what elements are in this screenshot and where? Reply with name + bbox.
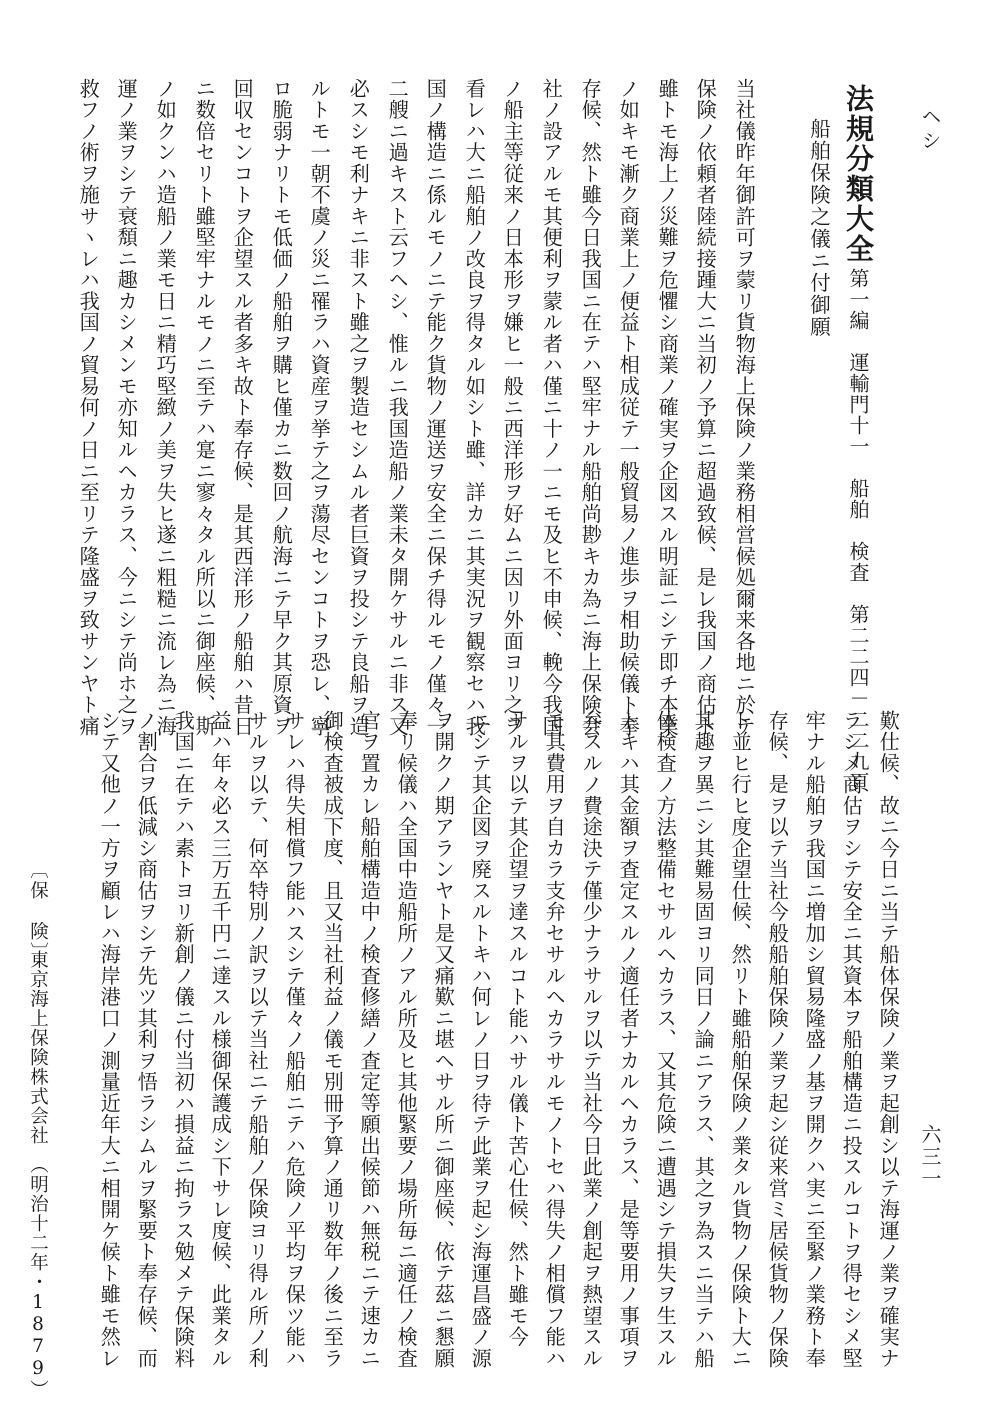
text-column: 歎仕候、故ニ今日ニ当テ船体保険ノ業ヲ起創シ以テ海運ノ業ヲ確実ナ (876, 710, 901, 1369)
text-column: 必スシモ利ナキニ非スト雖之ヲ製造セシムル者巨資ヲ投シテ良船ヲ造 (346, 78, 371, 737)
text-column: シテ又他ノ一方ヲ顧レハ海岸港口ノ測量近年大ニ相開ケ候ト雖モ然レ (97, 710, 122, 1369)
page-number: 六三一 (918, 1124, 942, 1190)
book-title: 法規分類大全 (842, 84, 875, 264)
text-column: 牢ナル船舶ヲ我国ニ増加シ貿易隆盛ノ基ヲ開クハ実ニ至緊ノ業務ト奉 (802, 710, 827, 1369)
text-column: 当社儀昨年御許可ヲ蒙リ貨物海上保険ノ業務相営候処爾来各地ニ於テ (732, 78, 757, 737)
text-column: サレハ得失相償フ能ハスシテ僅々ノ船舶ニテハ危険ノ平均ヲ保ツ能ハ (282, 710, 307, 1369)
text-column: サルヲ以テ、何卒特別ノ訳ヲ以テ当社ニテ船舶ノ保険ヨリ得ル所ノ利 (245, 710, 270, 1369)
text-column: ノ割合ヲ低減シ商估ヲシテ先ツ其利ヲ悟ラシムルヲ緊要ト奉存候、而 (134, 710, 159, 1369)
text-column: モ其費用ヲ自カラ支弁セサルヘカラサルモノトセハ得失ノ相償フ能ハ (542, 710, 567, 1369)
page-corner-mark: ヘシ (918, 106, 942, 154)
text-column: 奉リ候儀ハ全国中造船所ノアル所及ヒ其他緊要ノ場所毎ニ適任ノ検査 (394, 710, 419, 1369)
text-column: ノ如クンハ造船ノ業モ日ニ精巧堅緻ノ美ヲ失ヒ遂ニ粗糙ニ流レ為ニ海 (153, 78, 178, 737)
text-column: ノ船主等従来ノ日本形ヲ嫌ヒ一般ニ西洋形ヲ好ムニ因リ外面ヨリ之ヲ (500, 78, 525, 737)
text-column: 社ノ設アルモ其便利ヲ蒙ル者ハ僅ニ十ノ一ニモ及ヒ不申候、輓今我国 (539, 78, 564, 737)
text-column: 存候、然ト雖今日我国ニ在テハ堅牢ナル船舶尚尠キカ為ニ海上保険会 (578, 78, 603, 737)
text-column: 国ノ構造ニ係ルモノニテ能ク貨物ノ運送ヲ安全ニ保チ得ルモノ僅々一 (423, 78, 448, 737)
document-title: 船舶保険之儀ニ付御願 (806, 118, 831, 338)
text-column: 看レハ大ニ船舶ノ改良ヲ得タル如シト雖、詳カニ其実況ヲ観察セハ我 (462, 78, 487, 737)
footer-category: 〔保 険〕 (27, 860, 49, 963)
text-column: 官ヲ置カレ船舶構造中ノ検査修繕ノ査定等願出候節ハ無税ニテ速カニ (357, 710, 382, 1369)
text-column: ト並ヒ行ヒ度企望仕候、然リト雖船舶保険ノ業タル貨物ノ保険ト大ニ (728, 710, 753, 1369)
text-column: トキハ其金額ヲ査定スルノ適任者ナカルヘカラス、是等要用ノ事項ヲ (616, 710, 641, 1369)
section-reference: 第一編 運輸門十一 船舶 検査 第二二四－二二九頁 (846, 268, 870, 793)
text-column: ラシメ商估ヲシテ安全ニ其資本ヲ船舶構造ニ投スルコトヲ得セシメ堅 (839, 710, 864, 1369)
text-column: ルトモ一朝不虞ノ災ニ罹ラハ資産ヲ挙テ之ヲ蕩尽センコトヲ恐レ、寧 (307, 78, 332, 737)
text-column: 我国ニ在テハ素トヨリ新創ノ儀ニ付当初ハ損益ニ拘ラス勉メテ保険料 (171, 710, 196, 1369)
text-column: 体検査ノ方法整備セサルヘカラス、又其危険ニ遭遇シテ損失ヲ生スル (653, 710, 678, 1369)
text-column: 其趣ヲ異ニシ其難易固ヨリ同日ノ論ニアラス、其之ヲ為スニ当テハ船 (691, 710, 716, 1369)
text-column: 二艘ニ過キスト云フヘシ、惟ルニ我国造船ノ業未タ開ケサルニ非ス又 (385, 78, 410, 737)
text-column: 保険ノ依頼者陸続接踵大ニ当初ノ予算ニ超過致候、是レ我国ノ商估ト (693, 78, 718, 737)
text-column: 御検査被成下度、且又当社利益ノ儀モ別冊予算ノ通リ数年ノ後ニ至ラ (320, 710, 345, 1369)
text-column: ヲ開クノ期アランヤト是又痛歎ニ堪ヘサル所ニ御座候、依テ茲ニ懇願 (431, 710, 456, 1369)
text-column: ロ脆弱ナリトモ低価ノ船舶ヲ購ヒ僅カニ数回ノ航海ニテ早ク其原資ヲ (269, 78, 294, 737)
footer-organization: 東京海上保険株式会社 （明治十二年・1879） (27, 950, 49, 1400)
text-column: 運ノ業ヲシテ衰頽ニ趣カシメンモ亦知ルヘカラス、今ニシテ尚ホ之ヲ (114, 78, 139, 737)
text-column: ニシテ其企図ヲ廃スルトキハ何レノ日ヲ待テ此業ヲ起シ海運昌盛ノ源 (468, 710, 493, 1369)
text-column: 存候、是ヲ以テ当社今般船舶保険ノ業ヲ起シ従来営ミ居候貨物ノ保険 (765, 710, 790, 1369)
text-column: サルヲ以テ其企望ヲ達スルコト能ハサル儀ト苦心仕候、然ト雖モ今 (505, 710, 530, 1348)
text-column: 益ハ年々必ス三万五千円ニ達スル様御保護成シ下サレ度候、此業タル (208, 710, 233, 1369)
text-column: ニ数倍セリト雖堅牢ナルモノニ至テハ寔ニ寥々タル所以ニ御座候、斯 (192, 78, 217, 737)
text-column: 回収センコトヲ企望スル者多キ故ト奉存候、是其西洋形ノ船舶ハ昔日 (230, 78, 255, 737)
text-column: 救フノ術ヲ施サヽレハ我国ノ貿易何ノ日ニ至リテ隆盛ヲ致サンヤト痛 (76, 78, 101, 737)
text-column: 雖トモ海上ノ災難ヲ危懼シ商業ノ確実ヲ企図スル明証ニシテ即チ本業 (655, 78, 680, 737)
text-column: ノ如キモ漸ク商業上ノ便益ト相成従テ一般貿易ノ進歩ヲ相助候儀ト奉 (616, 78, 641, 737)
text-column: 弁スルノ費途決テ僅少ナラサルヲ以テ当社今日此業ノ創起ヲ熱望スル (579, 710, 604, 1369)
